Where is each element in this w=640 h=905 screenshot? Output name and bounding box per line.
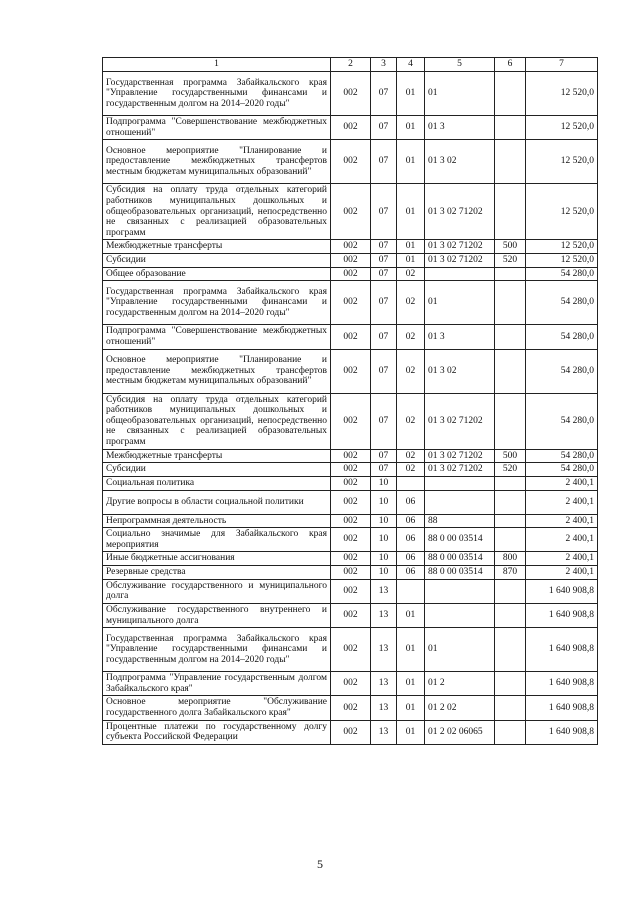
subsection-code: 01	[397, 72, 425, 116]
subsection-code: 01	[397, 240, 425, 254]
table-row	[103, 672, 598, 696]
section-code: 07	[371, 463, 397, 477]
row-name: Общее образование	[103, 267, 331, 281]
subsection-code: 01	[397, 603, 425, 627]
table-row	[103, 240, 598, 254]
subsection-code: 06	[397, 490, 425, 514]
budget-table	[102, 57, 598, 745]
section-code: 10	[371, 514, 397, 528]
target-article-code: 01 2 02 06065	[425, 720, 495, 744]
row-name: Подпрограмма "Управление государственным долгом Забайкальского края"	[103, 672, 331, 696]
amount: 2 400,1	[526, 490, 598, 514]
row-name: Подпрограмма "Совершенствование межбюджетных отношений"	[103, 116, 331, 140]
row-name: Социальная политика	[103, 476, 331, 490]
amount: 1 640 908,8	[526, 720, 598, 744]
target-article-code: 88 0 00 03514	[425, 552, 495, 566]
page-number: 5	[317, 857, 323, 871]
column-header: 4	[397, 58, 425, 72]
gr-code: 002	[331, 720, 371, 744]
row-name: Субсидия на оплату труда отдельных категорий работников муниципальных дошкольных и общеобразовательных организаций, непосредственно не связанных с реализацией образовательных программ	[103, 184, 331, 240]
gr-code: 002	[331, 184, 371, 240]
row-name: Субсидия на оплату труда отдельных категорий работников муниципальных дошкольных и общеобразовательных организаций, непосредственно не связанных с реализацией образовательных программ	[103, 393, 331, 449]
row-name: Государственная программа Забайкальского края "Управление государственными финансами и государственным долгом на 2014–2020 годы"	[103, 72, 331, 116]
target-article-code: 01 3 02 71202	[425, 254, 495, 268]
expense-type-code: 520	[495, 463, 526, 477]
expense-type-code	[495, 720, 526, 744]
row-name: Иные бюджетные ассигнования	[103, 552, 331, 566]
gr-code: 002	[331, 463, 371, 477]
section-code: 10	[371, 552, 397, 566]
gr-code: 002	[331, 325, 371, 349]
subsection-code: 02	[397, 393, 425, 449]
amount: 12 520,0	[526, 240, 598, 254]
target-article-code: 01 3 02 71202	[425, 463, 495, 477]
target-article-code: 01 3 02	[425, 140, 495, 184]
target-article-code	[425, 476, 495, 490]
amount: 54 280,0	[526, 267, 598, 281]
table-row	[103, 628, 598, 672]
expense-type-code	[495, 628, 526, 672]
row-name: Субсидии	[103, 254, 331, 268]
gr-code: 002	[331, 140, 371, 184]
amount: 2 400,1	[526, 514, 598, 528]
row-name: Основное мероприятие "Обслуживание государственного долга Забайкальского края"	[103, 696, 331, 720]
subsection-code: 02	[397, 267, 425, 281]
table-row	[103, 552, 598, 566]
row-name: Подпрограмма "Совершенствование межбюджетных отношений"	[103, 325, 331, 349]
row-name: Непрограммная деятельность	[103, 514, 331, 528]
expense-type-code: 870	[495, 566, 526, 580]
amount: 12 520,0	[526, 254, 598, 268]
subsection-code: 01	[397, 672, 425, 696]
section-code: 13	[371, 672, 397, 696]
amount: 54 280,0	[526, 393, 598, 449]
gr-code: 002	[331, 240, 371, 254]
table-row	[103, 267, 598, 281]
gr-code: 002	[331, 267, 371, 281]
amount: 2 400,1	[526, 552, 598, 566]
gr-code: 002	[331, 72, 371, 116]
table-row	[103, 72, 598, 116]
gr-code: 002	[331, 603, 371, 627]
section-code: 10	[371, 566, 397, 580]
subsection-code: 01	[397, 254, 425, 268]
subsection-code: 01	[397, 140, 425, 184]
row-name: Обслуживание государственного внутреннего и муниципального долга	[103, 603, 331, 627]
target-article-code: 01 3 02 71202	[425, 184, 495, 240]
target-article-code: 01	[425, 628, 495, 672]
subsection-code: 06	[397, 566, 425, 580]
row-name: Межбюджетные трансферты	[103, 449, 331, 463]
expense-type-code	[495, 72, 526, 116]
target-article-code: 88 0 00 03514	[425, 566, 495, 580]
target-article-code	[425, 267, 495, 281]
target-article-code: 01	[425, 72, 495, 116]
table-row	[103, 490, 598, 514]
table-row	[103, 393, 598, 449]
table-row	[103, 349, 598, 393]
gr-code: 002	[331, 514, 371, 528]
subsection-code: 01	[397, 720, 425, 744]
row-name: Государственная программа Забайкальского края "Управление государственными финансами и государственным долгом на 2014–2020 годы"	[103, 628, 331, 672]
row-name: Резервные средства	[103, 566, 331, 580]
table-row	[103, 514, 598, 528]
amount: 54 280,0	[526, 449, 598, 463]
column-header: 3	[371, 58, 397, 72]
expense-type-code: 500	[495, 449, 526, 463]
section-code: 13	[371, 579, 397, 603]
amount: 2 400,1	[526, 528, 598, 552]
subsection-code: 02	[397, 325, 425, 349]
amount: 54 280,0	[526, 281, 598, 325]
table-row	[103, 528, 598, 552]
section-code: 07	[371, 267, 397, 281]
amount: 54 280,0	[526, 463, 598, 477]
column-header: 7	[526, 58, 598, 72]
gr-code: 002	[331, 552, 371, 566]
gr-code: 002	[331, 696, 371, 720]
expense-type-code	[495, 116, 526, 140]
amount: 1 640 908,8	[526, 672, 598, 696]
table-row	[103, 254, 598, 268]
target-article-code	[425, 490, 495, 514]
section-code: 07	[371, 140, 397, 184]
expense-type-code: 800	[495, 552, 526, 566]
amount: 2 400,1	[526, 476, 598, 490]
subsection-code: 01	[397, 116, 425, 140]
column-header: 1	[103, 58, 331, 72]
target-article-code: 88 0 00 03514	[425, 528, 495, 552]
target-article-code: 01 2 02	[425, 696, 495, 720]
amount: 1 640 908,8	[526, 696, 598, 720]
target-article-code: 88	[425, 514, 495, 528]
amount: 12 520,0	[526, 184, 598, 240]
table-row	[103, 720, 598, 744]
subsection-code	[397, 476, 425, 490]
expense-type-code	[495, 393, 526, 449]
section-code: 13	[371, 720, 397, 744]
section-code: 10	[371, 490, 397, 514]
row-name: Процентные платежи по государственному долгу субъекта Российской Федерации	[103, 720, 331, 744]
section-code: 07	[371, 449, 397, 463]
column-header: 2	[331, 58, 371, 72]
subsection-code	[397, 579, 425, 603]
subsection-code: 02	[397, 449, 425, 463]
gr-code: 002	[331, 254, 371, 268]
column-header: 6	[495, 58, 526, 72]
subsection-code: 02	[397, 281, 425, 325]
section-code: 10	[371, 528, 397, 552]
subsection-code: 01	[397, 184, 425, 240]
expense-type-code	[495, 349, 526, 393]
expense-type-code: 500	[495, 240, 526, 254]
table-row	[103, 566, 598, 580]
gr-code: 002	[331, 579, 371, 603]
expense-type-code	[495, 140, 526, 184]
section-code: 13	[371, 628, 397, 672]
table-row	[103, 696, 598, 720]
section-code: 07	[371, 184, 397, 240]
expense-type-code	[495, 672, 526, 696]
expense-type-code	[495, 184, 526, 240]
target-article-code: 01 3	[425, 325, 495, 349]
expense-type-code	[495, 325, 526, 349]
expense-type-code	[495, 281, 526, 325]
amount: 54 280,0	[526, 325, 598, 349]
expense-type-code	[495, 579, 526, 603]
expense-type-code	[495, 603, 526, 627]
target-article-code: 01 3 02	[425, 349, 495, 393]
target-article-code: 01	[425, 281, 495, 325]
target-article-code	[425, 579, 495, 603]
section-code: 07	[371, 393, 397, 449]
expense-type-code: 520	[495, 254, 526, 268]
header-row	[103, 58, 598, 72]
section-code: 13	[371, 696, 397, 720]
row-name: Социально значимые для Забайкальского края мероприятия	[103, 528, 331, 552]
gr-code: 002	[331, 393, 371, 449]
table-row	[103, 281, 598, 325]
gr-code: 002	[331, 349, 371, 393]
amount: 12 520,0	[526, 140, 598, 184]
target-article-code: 01 3 02 71202	[425, 240, 495, 254]
table-row	[103, 184, 598, 240]
target-article-code: 01 2	[425, 672, 495, 696]
gr-code: 002	[331, 566, 371, 580]
amount: 2 400,1	[526, 566, 598, 580]
gr-code: 002	[331, 449, 371, 463]
amount: 12 520,0	[526, 72, 598, 116]
table-row	[103, 140, 598, 184]
target-article-code: 01 3	[425, 116, 495, 140]
subsection-code: 06	[397, 528, 425, 552]
amount: 1 640 908,8	[526, 579, 598, 603]
subsection-code: 02	[397, 463, 425, 477]
expense-type-code	[495, 528, 526, 552]
subsection-code: 01	[397, 628, 425, 672]
target-article-code: 01 3 02 71202	[425, 393, 495, 449]
expense-type-code	[495, 490, 526, 514]
row-name: Государственная программа Забайкальского края "Управление государственными финансами и государственным долгом на 2014–2020 годы"	[103, 281, 331, 325]
table-row	[103, 579, 598, 603]
target-article-code	[425, 603, 495, 627]
subsection-code: 02	[397, 349, 425, 393]
subsection-code: 01	[397, 696, 425, 720]
row-name: Основное мероприятие "Планирование и предоставление межбюджетных трансфертов местным бюджетам муниципальных образований"	[103, 349, 331, 393]
gr-code: 002	[331, 628, 371, 672]
section-code: 07	[371, 254, 397, 268]
section-code: 07	[371, 349, 397, 393]
section-code: 07	[371, 72, 397, 116]
column-header: 5	[425, 58, 495, 72]
subsection-code: 06	[397, 514, 425, 528]
subsection-code: 06	[397, 552, 425, 566]
target-article-code: 01 3 02 71202	[425, 449, 495, 463]
section-code: 13	[371, 603, 397, 627]
table-row	[103, 603, 598, 627]
gr-code: 002	[331, 490, 371, 514]
amount: 12 520,0	[526, 116, 598, 140]
table-row	[103, 463, 598, 477]
gr-code: 002	[331, 672, 371, 696]
expense-type-code	[495, 514, 526, 528]
gr-code: 002	[331, 116, 371, 140]
expense-type-code	[495, 696, 526, 720]
section-code: 07	[371, 281, 397, 325]
amount: 54 280,0	[526, 349, 598, 393]
row-name: Основное мероприятие "Планирование и предоставление межбюджетных трансфертов местным бюджетам муниципальных образований"	[103, 140, 331, 184]
section-code: 07	[371, 116, 397, 140]
gr-code: 002	[331, 476, 371, 490]
table-row	[103, 116, 598, 140]
row-name: Субсидии	[103, 463, 331, 477]
table-row	[103, 325, 598, 349]
gr-code: 002	[331, 281, 371, 325]
row-name: Обслуживание государственного и муниципального долга	[103, 579, 331, 603]
row-name: Другие вопросы в области социальной политики	[103, 490, 331, 514]
row-name: Межбюджетные трансферты	[103, 240, 331, 254]
table-row	[103, 476, 598, 490]
amount: 1 640 908,8	[526, 603, 598, 627]
amount: 1 640 908,8	[526, 628, 598, 672]
expense-type-code	[495, 267, 526, 281]
section-code: 10	[371, 476, 397, 490]
table-row	[103, 449, 598, 463]
section-code: 07	[371, 240, 397, 254]
expense-type-code	[495, 476, 526, 490]
section-code: 07	[371, 325, 397, 349]
gr-code: 002	[331, 528, 371, 552]
